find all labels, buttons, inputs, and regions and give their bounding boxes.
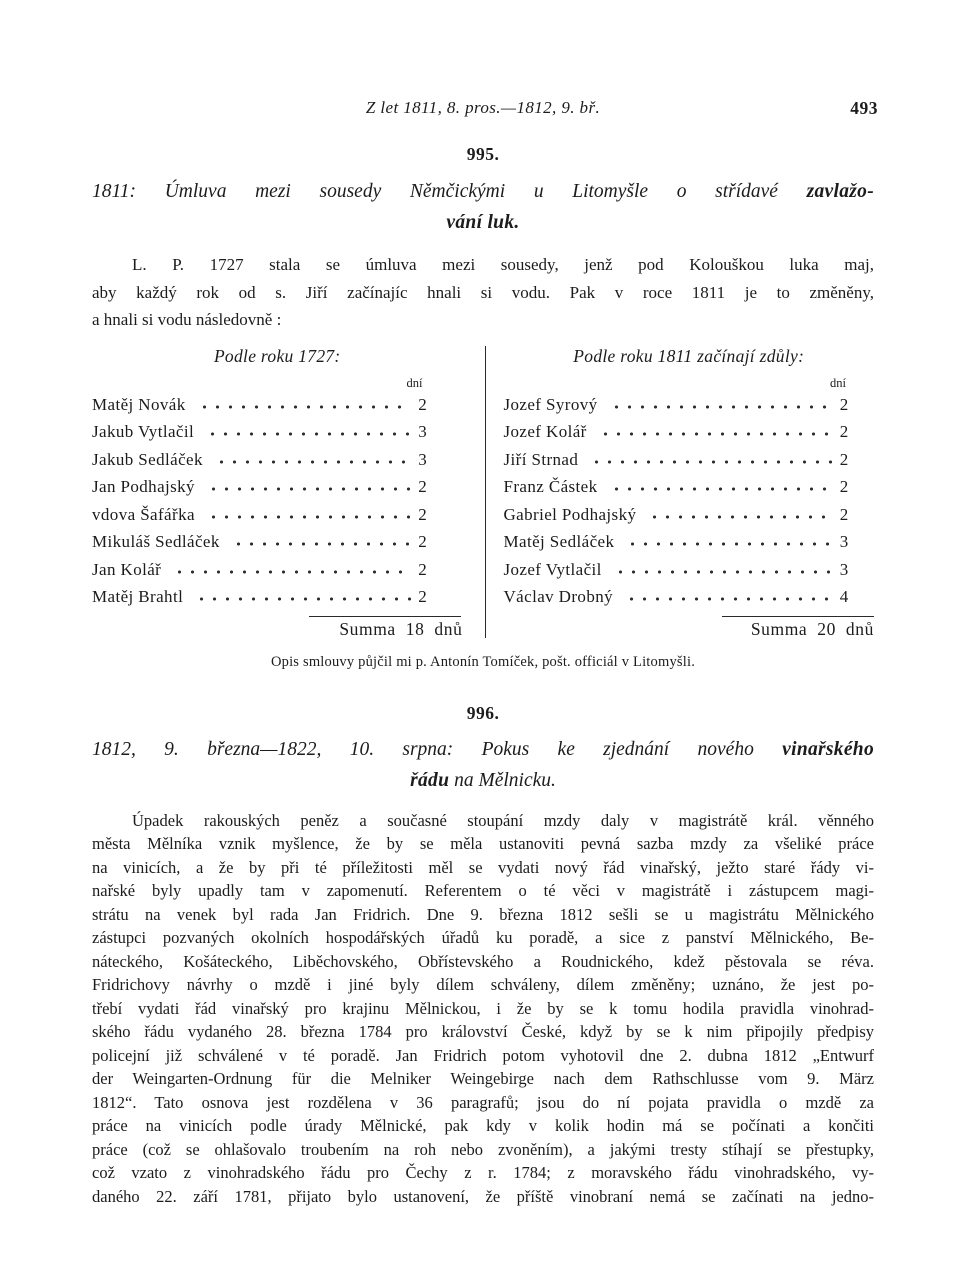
entry-996-heading-line1 xyxy=(92,734,874,765)
body-line: náteckého, Košáteckého, Liběchovského, Obřístevského a Roudnického, kdež pěstovala se réva. xyxy=(92,951,874,971)
table-row xyxy=(92,422,431,450)
body-line: práce (což se ohlašovalo troubením na roh nebo zvoněním), a jakými tresty stíhají se přestupky, xyxy=(92,1139,874,1159)
table-row xyxy=(504,477,853,505)
person-name: Jozef Syrový xyxy=(503,394,598,414)
table-row xyxy=(504,395,853,423)
dot-leader xyxy=(207,506,411,520)
heading-text-regular: 1812, 9. března—1822, 10. srpna: Pokus ke zjednání nového xyxy=(92,738,754,760)
days-value: 2 xyxy=(418,394,427,414)
dot-leader xyxy=(590,451,832,465)
person-name: Matěj Novák xyxy=(92,394,186,414)
days-value: 3 xyxy=(418,449,427,469)
person-name: Matěj Sedláček xyxy=(503,532,615,551)
body-line: zástupci pozvaných okolních hospodářských úřadů ku poradě, a sice z panství Mělnického, Be- xyxy=(92,928,874,947)
entry-995-number: 995. xyxy=(466,144,500,164)
entry-996-heading-line2 xyxy=(92,765,874,796)
summa-total-1727: Summa 18 dnů xyxy=(339,618,463,639)
person-name: Jiří Strnad xyxy=(503,449,579,469)
body-line: což vzato z vinohradského řádu pro Čechy z r. 1784; z moravského řádu vinohradského, vy- xyxy=(92,1163,874,1182)
person-name: Jozef Kolář xyxy=(503,422,587,441)
summa-total-1811: Summa 20 dnů xyxy=(750,618,874,639)
table-year-1811 xyxy=(486,346,875,640)
dot-leader xyxy=(614,561,832,575)
page-header xyxy=(92,98,878,120)
page-number: 493 xyxy=(850,98,878,118)
table-1811-rows xyxy=(504,395,875,615)
table-row xyxy=(504,532,853,560)
entry-996-body-paragraph xyxy=(92,809,874,1209)
days-value: 2 xyxy=(418,559,427,579)
days-value: 2 xyxy=(839,394,849,414)
table-row xyxy=(92,450,431,478)
dot-leader xyxy=(625,588,832,602)
table-row xyxy=(92,505,431,533)
person-name: Václav Drobný xyxy=(503,587,614,606)
running-header: Z let 1811, 8. pros.—1812, 9. bř. xyxy=(365,98,601,117)
heading-text-bold: vání luk. xyxy=(446,212,520,233)
body-line: Fridrichovy návrhy o mzdě i jiné byly dílem schváleny, dílem změněny; uznáno, že jest po- xyxy=(92,975,874,994)
entry-996 xyxy=(92,703,874,1209)
days-value: 2 xyxy=(839,477,849,496)
table-row xyxy=(504,422,853,450)
body-line: ského řádu vydaného 28. března 1784 pro království České, když by se k nim připojily předpisy xyxy=(92,1022,874,1041)
body-line: města Mělníka vznik myšlence, že by se měla ustanoviti pevná sazba mzdy za všeliké práce xyxy=(92,834,874,853)
irrigation-day-tables xyxy=(92,346,874,640)
dot-leader xyxy=(207,478,411,492)
dot-leader xyxy=(195,588,410,602)
days-value: 2 xyxy=(839,504,849,524)
entry-995-intro-paragraph xyxy=(92,251,874,334)
days-value: 3 xyxy=(839,532,849,551)
days-value: 2 xyxy=(418,587,427,606)
table-1811-title: Podle roku 1811 začínají zdůly: xyxy=(573,345,805,366)
table-row xyxy=(504,505,853,533)
dot-leader xyxy=(648,506,832,520)
days-value: 4 xyxy=(839,587,849,606)
dot-leader xyxy=(173,561,410,575)
intro-line: aby každý rok od s. Jiří začínajíc hnali si vodu. Pak v roce 1811 je to změněny, xyxy=(92,282,874,302)
days-value: 2 xyxy=(418,532,427,551)
person-name: Franz Částek xyxy=(503,477,598,496)
body-line: nařské byly upadly tam v zapomenutí. Referentem o té věci v magistrátě i zástupcem magi- xyxy=(92,881,874,900)
heading-text-bold: řádu xyxy=(410,769,450,791)
table-row xyxy=(92,560,431,588)
table-1727-title: Podle roku 1727: xyxy=(213,345,341,366)
dot-leader xyxy=(215,451,411,465)
body-line: strátu na venek byl rada Jan Fridrich. Dne 9. března 1812 sešli se u magistrátu Mělnického xyxy=(92,904,874,924)
table-row xyxy=(504,587,853,615)
body-line: daného 22. září 1781, přijato bylo ustanovení, že příště vinobraní nemá se začínati na jedno- xyxy=(92,1186,874,1206)
days-unit-label: dní xyxy=(830,375,846,390)
entry-995-heading-line1 xyxy=(92,176,874,207)
source-footnote: Opis smlouvy půjčil mi p. Antonín Tomíček, pošt. officiál v Litomyšli. xyxy=(270,653,696,670)
person-name: Jan Kolář xyxy=(92,559,162,579)
intro-line: L. P. 1727 stala se úmluva mezi sousedy, jenž pod Kolouškou luka maj, xyxy=(132,255,874,274)
dot-leader xyxy=(599,423,832,437)
dot-leader xyxy=(198,396,411,410)
days-value: 2 xyxy=(839,422,849,441)
body-line: práce na vinicích podle úrady Mělnické, pak kdy v kolik hodin má se počínati a končiti xyxy=(92,1116,874,1135)
table-row xyxy=(92,477,431,505)
days-value: 2 xyxy=(418,504,427,524)
heading-text-regular: 1811: Úmluva mezi sousedy Němčickými u Litomyšle o střídavé xyxy=(92,181,778,202)
intro-line: a hnali si vodu následovně : xyxy=(92,310,282,329)
table-row xyxy=(504,450,853,478)
table-row xyxy=(504,560,853,588)
days-unit-label: dní xyxy=(406,375,423,390)
dot-leader xyxy=(610,478,832,492)
days-value: 2 xyxy=(418,477,427,496)
person-name: Mikuláš Sedláček xyxy=(92,532,220,551)
table-year-1727 xyxy=(92,346,485,640)
entry-995-heading-line2 xyxy=(92,207,874,238)
dot-leader xyxy=(626,533,832,547)
days-value: 2 xyxy=(839,449,849,469)
days-value: 3 xyxy=(418,422,427,441)
heading-text-bold: zavlažo- xyxy=(806,181,874,202)
body-line: Úpadek rakouských peněz a současné stoupání mzdy daly v magistrátě král. věnného xyxy=(132,810,874,830)
heading-text-bold: vinařského xyxy=(782,738,875,760)
table-row xyxy=(92,532,431,560)
person-name: Jakub Vytlačil xyxy=(92,422,195,441)
table-row xyxy=(92,587,431,615)
body-line: der Weingarten-Ordnung für die Melniker Weingebirge nach dem Rathschlusse vom 9. März xyxy=(92,1069,874,1088)
days-value: 3 xyxy=(839,559,849,579)
person-name: Jan Podhajský xyxy=(92,477,195,496)
body-line: třebí vydati řád vinařský pro krajinu Mělnickou, i že by se k tomu hodila pravidla vinohrad- xyxy=(92,998,874,1018)
body-line: na vinicích, a že by při té příležitosti měl se vydati nový řád vinařský, ježto staré řády vi- xyxy=(92,857,874,877)
entry-995 xyxy=(92,144,874,671)
table-1727-rows xyxy=(92,395,463,615)
person-name: Matěj Brahtl xyxy=(92,587,184,606)
body-line: 1812“. Tato osnova jest rozdělena v 36 paragrafů; jsou do ní pojata pravidla o mzdě za xyxy=(92,1092,874,1112)
person-name: vdova Šafářka xyxy=(92,504,195,524)
dot-leader xyxy=(232,533,411,547)
table-row xyxy=(92,395,431,423)
body-line: policejní již schválené v té poradě. Jan Fridrich potom vyhotovil dne 2. dubna 1812 „Entwurf xyxy=(92,1045,874,1065)
person-name: Jakub Sedláček xyxy=(92,449,203,469)
entry-996-number: 996. xyxy=(466,702,500,723)
person-name: Gabriel Podhajský xyxy=(503,504,637,524)
dot-leader xyxy=(610,396,832,410)
heading-text-regular: na Mělnicku. xyxy=(454,769,556,791)
page-content xyxy=(92,98,878,1208)
entry-995-heading xyxy=(92,176,874,238)
dot-leader xyxy=(206,423,410,437)
person-name: Jozef Vytlačil xyxy=(503,559,602,579)
entry-996-heading xyxy=(92,734,874,796)
